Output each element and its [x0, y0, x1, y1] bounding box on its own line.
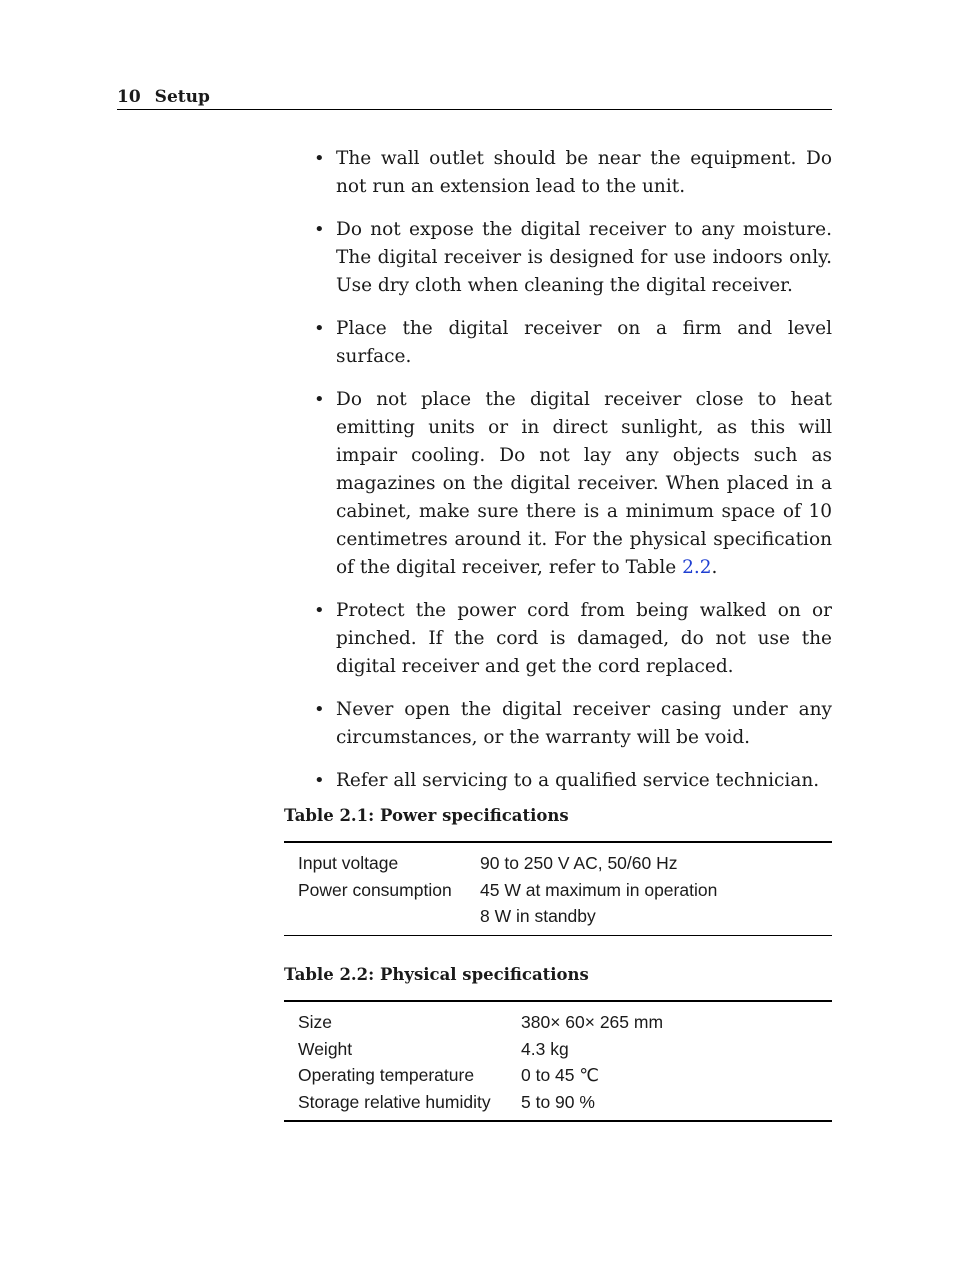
bullet-icon: • [314, 699, 325, 720]
list-item: • The wall outlet should be near the equipment. Do not run an extension lead to the unit. [314, 145, 832, 201]
spec-label: Power consumption [298, 879, 452, 900]
spec-label: Storage relative humidity [298, 1091, 491, 1112]
safety-bullet-list [314, 145, 832, 810]
table-row [284, 1089, 832, 1116]
table-row [284, 850, 832, 877]
list-item: • Refer all servicing to a qualified service technician. [314, 767, 832, 795]
list-item: • Place the digital receiver on a firm and level surface. [314, 315, 832, 371]
spec-table-body [284, 1000, 832, 1122]
spec-value: 5 to 90 % [521, 1091, 595, 1112]
table-row [284, 877, 832, 904]
spec-value: 8 W in standby [480, 906, 596, 926]
bullet-icon: • [314, 770, 325, 791]
table-row [284, 1036, 832, 1063]
table-row [284, 1062, 832, 1089]
table-reference-link[interactable]: 2.2 [682, 557, 712, 578]
spec-value: 45 W at maximum in operation [480, 879, 718, 900]
bullet-icon: • [314, 318, 325, 339]
list-item: • Never open the digital receiver casing under any circumstances, or the warranty will be void. [314, 696, 832, 752]
list-item: • Do not expose the digital receiver to any moisture. The digital receiver is designed for use indoors only. Use dry cloth when cleaning the digital receiver. [314, 216, 832, 300]
spec-label [284, 903, 480, 930]
page-number: 10 [117, 87, 141, 107]
spec-value: 380× 60× 265 mm [521, 1012, 664, 1032]
spec-label: Operating temperature [298, 1065, 475, 1085]
power-specifications-table [284, 805, 832, 936]
table-caption: Table 2.2: Physical specifications [284, 965, 589, 984]
physical-specifications-table [284, 964, 832, 1122]
running-header [117, 86, 832, 110]
table-caption: Table 2.1: Power specifications [284, 806, 569, 825]
spec-value: 4.3 kg [521, 1038, 569, 1059]
chapter-title: Setup [154, 87, 210, 107]
spec-label: Size [298, 1012, 333, 1032]
spec-table-body [284, 841, 832, 936]
spec-value: 0 to 45 ℃ [521, 1065, 600, 1085]
list-item: • Do not place the digital receiver close to heat emitting units or in direct sunlight, as this will impair cooling. Do not lay any objects such as magazines on the digital receiver. When placed in a cabinet, make sure there is a minimum space of 10 centimetres around it. For the physical specification of the digital receiver, refer to Table 2.2. [314, 386, 832, 582]
table-row [284, 903, 832, 930]
spec-label: Input voltage [298, 853, 399, 873]
bullet-icon: • [314, 148, 325, 169]
bullet-icon: • [314, 600, 325, 621]
list-item: • Protect the power cord from being walked on or pinched. If the cord is damaged, do not use the digital receiver and get the cord replaced. [314, 597, 832, 681]
spec-value: 90 to 250 V AC, 50/60 Hz [480, 853, 678, 873]
spec-label: Weight [298, 1038, 353, 1059]
bullet-icon: • [314, 389, 325, 410]
table-row [284, 1009, 832, 1036]
bullet-icon: • [314, 219, 325, 240]
